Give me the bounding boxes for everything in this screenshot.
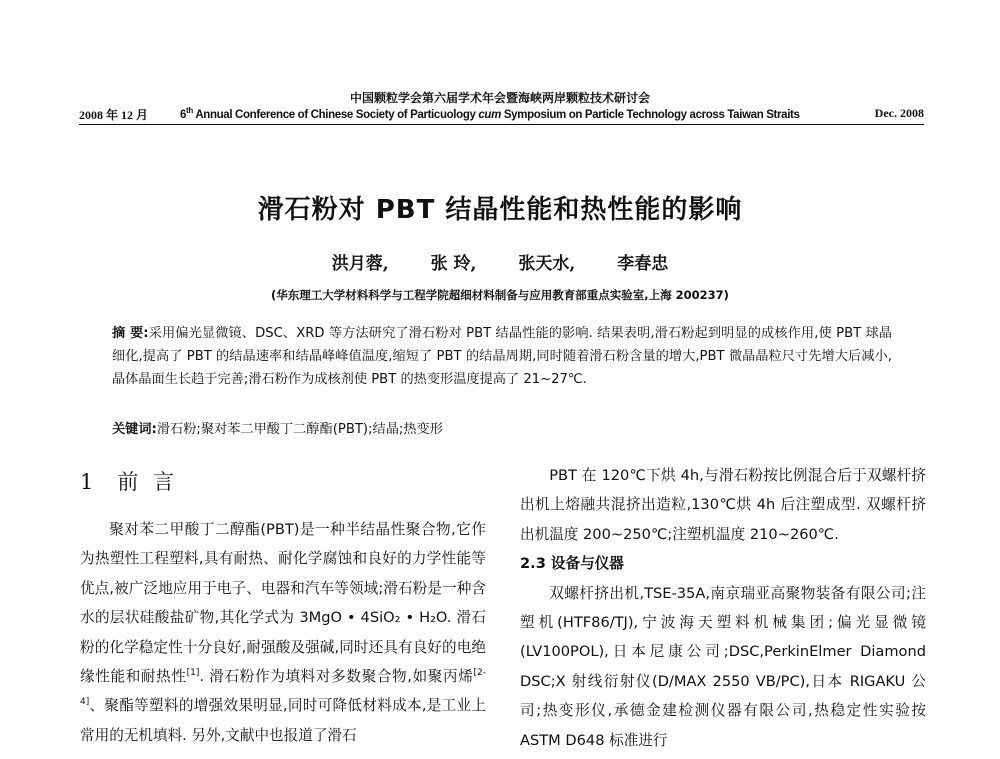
conf-name-part2: Symposium on Particle Technology across Taiwan Straits: [501, 108, 800, 121]
conf-ordinal: 6: [180, 108, 187, 121]
header-rule: [79, 124, 924, 125]
conference-title-en: [180, 106, 800, 121]
keywords-text: 滑石粉;聚对苯二甲酸丁二醇酯(PBT);结晶;热变形: [156, 422, 443, 437]
left-column: [80, 515, 486, 750]
abstract: [112, 322, 892, 391]
section-number: 1: [80, 470, 98, 494]
equipment-paragraph: 双螺杆挤出机,TSE-35A,南京瑞亚高聚物装备有限公司;注塑机(HTF86/TJ),宁波海天塑料机械集团;偏光显微镜(LV100POL),日本尼康公司;DSC,PerkinElmer Diamond DSC;X 射线衍射仪(D/MAX 2550 VB/PC),日本 RIGAKU 公司;热变形仪,承德金建检测仪器有限公司,热稳定性实验按 ASTM D648 标准进行: [520, 584, 926, 749]
author-list: [0, 249, 1000, 274]
author-1: 洪月蓉,: [331, 254, 389, 274]
citation-2-4: [2-4]: [80, 668, 486, 708]
conf-name-part1: Annual Conference of Chinese Society of Particuology: [192, 108, 479, 121]
paper-title: 滑石粉对 PBT 结晶性能和热性能的影响: [257, 195, 743, 225]
section-title: 前 言: [117, 470, 179, 494]
conf-ordinal-suffix: th: [186, 106, 193, 115]
header-date-en: Dec. 2008: [874, 106, 924, 120]
abstract-label: 摘 要:: [112, 326, 149, 341]
section-heading: [80, 466, 178, 496]
conference-title-cn: 中国颗粒学会第六届学术年会暨海峡两岸颗粒技术研讨会: [349, 91, 650, 105]
citation-1: [1]: [186, 668, 200, 679]
affiliation: (华东理工大学材料科学与工程学院超细材料制备与应用教育部重点实验室,上海 200237): [271, 288, 729, 302]
running-header: [79, 106, 924, 124]
intro-text-c: 、聚酯等塑料的增强效果明显,同时可降低材料成本,是工业上常用的无机填料. 另外,文献中也报道了滑石: [80, 697, 486, 744]
keywords-label: 关键词:: [112, 422, 157, 437]
abstract-text: 采用偏光显微镜、DSC、XRD 等方法研究了滑石粉对 PBT 结晶性能的影响. 结果表明,滑石粉起到明显的成核作用,使 PBT 球晶细化,提高了 PBT 的结晶速率和结晶峰峰值温度,缩短了 PBT 的结晶周期,同时随着滑石粉含量的增大,PBT 微晶晶粒尺寸先增大后减小,晶体晶面生长趋于完善;滑石粉作为成核剂使 PBT 的热变形温度提高了 21~27℃.: [112, 326, 892, 387]
right-column: [520, 461, 926, 755]
intro-text-a: 聚对苯二甲酸丁二醇酯(PBT)是一种半结晶性聚合物,它作为热塑性工程塑料,具有耐热、耐化学腐蚀和良好的力学性能等优点,被广泛地应用于电子、电器和汽车等领域;滑石粉是一种含水的层状硅酸盐矿物,其化学式为 3MgO • 4SiO₂ • H₂O. 滑石粉的化学稳定性十分良好,耐强酸及强碱,同时还具有良好的电绝缘性能和耐热性: [80, 521, 486, 686]
subsection-heading: 2.3 设备与仪器: [520, 555, 624, 573]
processing-paragraph: PBT 在 120℃下烘 4h,与滑石粉按比例混合后于双螺杆挤出机上熔融共混挤出造粒,130℃烘 4h 后注塑成型. 双螺杆挤出机温度 200~250℃;注塑机温度 210~260℃.: [520, 467, 926, 543]
header-date-cn: 2008 年 12 月: [79, 108, 149, 122]
author-3: 张天水,: [518, 254, 576, 274]
intro-paragraph: [80, 515, 486, 750]
author-2: 张 玲,: [430, 254, 477, 274]
author-4: 李春忠: [617, 254, 669, 274]
keywords: [112, 418, 892, 441]
conf-cum: cum: [478, 108, 501, 121]
intro-text-b: . 滑石粉作为填料对多数聚合物,如聚丙烯: [199, 668, 474, 686]
